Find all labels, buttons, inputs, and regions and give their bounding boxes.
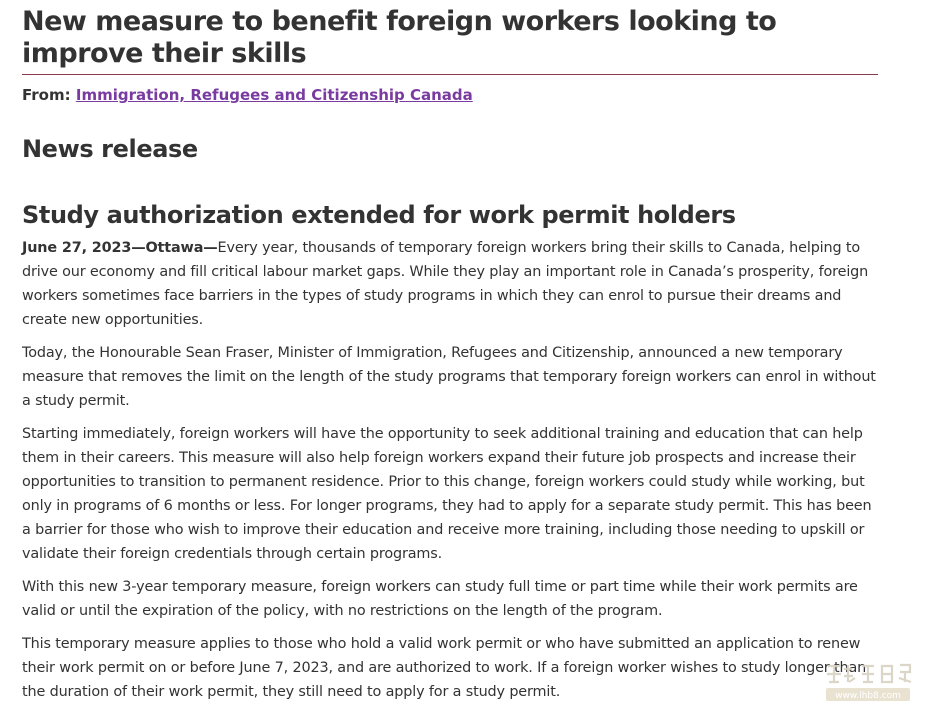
title-divider <box>22 74 878 75</box>
from-line <box>22 85 878 105</box>
site-logo-stamp-icon <box>822 660 914 704</box>
paragraph-4: With this new 3-year temporary measure, foreign workers can study full time or part time while their work permits are valid or until the expiration of the policy, with no restrictions on the length of the program. <box>22 579 858 619</box>
from-label: From: <box>22 86 71 104</box>
paragraph-2: Today, the Honourable Sean Fraser, Minister of Immigration, Refugees and Citizenship, announced a new temporary measure that removes the limit on the length of the study programs that temporary foreign workers can enrol in without a study permit. <box>22 345 876 409</box>
page-title: New measure to benefit foreign workers looking to improve their skills <box>22 6 777 69</box>
news-article <box>22 6 878 704</box>
paragraph-3: Starting immediately, foreign workers will have the opportunity to seek additional training and education that can help them in their careers. This measure will also help foreign workers expand their future job prospects and increase their opportunities to transition to permanent residence. Prior to this change, foreign workers could study while working, but only in programs of 6 months or less. For longer programs, they had to apply for a separate study permit. This has been a barrier for those who wish to improve their education and receive more training, including those needing to upskill or validate their foreign credentials through certain programs. <box>22 426 872 562</box>
dateline: June 27, 2023—Ottawa— <box>22 240 218 256</box>
department-link[interactable]: Immigration, Refugees and Citizenship Canada <box>75 86 473 104</box>
article-subheading: Study authorization extended for work permit holders <box>22 201 736 229</box>
paragraph-5: This temporary measure applies to those who hold a valid work permit or who have submitted an application to renew their work permit on or before June 7, 2023, and are authorized to work. If a foreign worker wishes to study longer than the duration of their work permit, they still need to apply for a study permit. <box>22 636 867 700</box>
watermark-url: www.lhb8.com <box>835 691 901 701</box>
paragraph-1 <box>22 236 878 332</box>
paragraph-1-text: Every year, thousands of temporary foreign workers bring their skills to Canada, helping to drive our economy and fill critical labour market gaps. While they play an important role in Canada’s prosperity, foreign workers sometimes face barriers in the types of study programs in which they can enrol to pursue their dreams and create new opportunities. <box>22 240 869 328</box>
section-label: News release <box>22 135 198 163</box>
